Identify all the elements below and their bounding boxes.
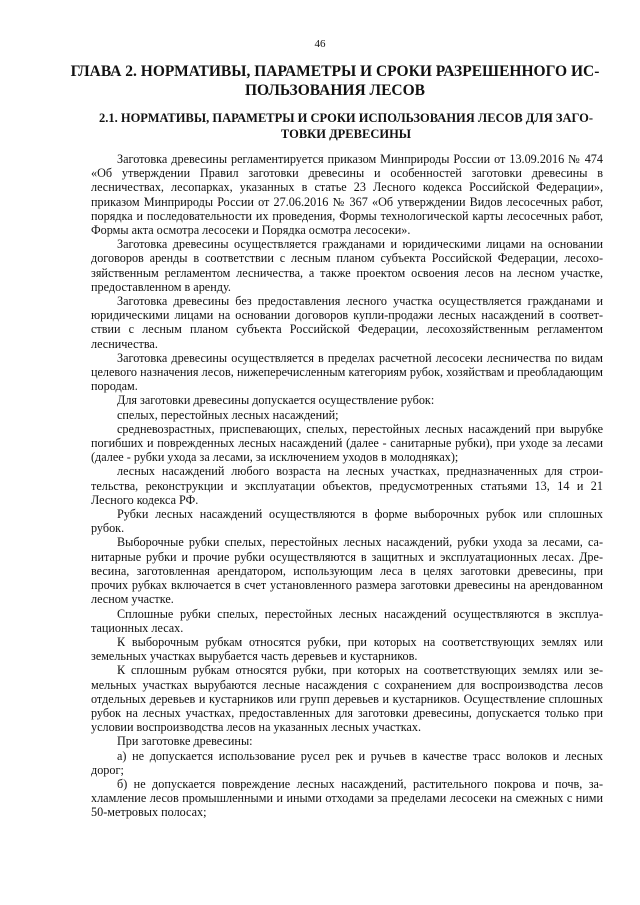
paragraph: При заготовке древесины: xyxy=(117,734,253,749)
paragraph: Рубки лесных насаждений осуществляются в форме выборочных рубок или сплошных рубок. xyxy=(91,507,603,536)
paragraph: Заготовка древесины осуществляется гражданами и юридическими лицами на основании договоров аренды в соответствии с лесным планом субъекта Российской Федерации, лесохозяйственным регламентом лесничества, а также проектом освоения лесов на лесном участке, предоставленном в аренду. xyxy=(91,237,603,294)
paragraph: Выборочные рубки спелых, перестойных лесных насаждений, рубки ухода за лесами, санитарные рубки и прочие рубки осуществляются в защитных и эксплуатационных лесах. Древесина, заготовленная арендатором, использующим леса в целях заготовки древесины, при прочих рубках включается в счет установленного размера заготовки древесины на арендованном лесном участке. xyxy=(91,535,603,607)
paragraph: средневозрастных, приспевающих, спелых, перестойных лесных насаждений при вырубке погибших и поврежденных лесных насаждений (далее - санитарные рубки), при уходе за лесами (далее - рубки ухода за лесами, за исключением уходов в молодняках); xyxy=(91,421,603,465)
paragraph: Заготовка древесины осуществляется в пределах расчетной лесосеки лесничества по видам целевого назначения лесов, нижеперечисленным категориям рубок, хозяйствам и преобладающим породам. xyxy=(91,350,603,394)
paragraph: К выборочным рубкам относятся рубки, при которых на соответствующих землях или земельных участках вырубается часть деревьев и кустарников. xyxy=(91,634,603,664)
paragraph: б) не допускается повреждение лесных насаждений, растительного покрова и почв, захламление лесов промышленными и иными отходами за пределами лесосеки на смежных с ними 50-метровых полосах; xyxy=(91,776,603,820)
page-number: 46 xyxy=(314,38,326,50)
paragraph: Заготовка древесины без предоставления лесного участка осуществляется гражданами и юридическими лицами на основании договоров купли-продажи лесных насаждений в соответствии с лесным планом субъекта Российской Федерации, лесохозяйственным регламентом лесничества. xyxy=(91,294,603,351)
paragraph: К сплошным рубкам относятся рубки, при которых на соответствующих землях или земельных участках вырубаются лесные насаждения с сохранением для воспроизводства лесов отдельных деревьев и кустарников или групп деревьев и кустарников. Осуществление сплошных рубок на лесных участках, предоставленных для заготовки древесины, допускается только при условии воспроизводства лесов на указанных лесных участках. xyxy=(91,663,603,735)
paragraph: Заготовка древесины регламентируется приказом Минприроды России от 13.09.2016 № 474 «Об утверждении Правил заготовки древесины и особенностей заготовки древесины в лесничествах, лесопарках, указанных в статье 23 Лесного кодекса Российской Федерации», приказом Минприроды России от 27.06.2016 № 367 «Об утверждении Видов лесосечных работ, порядка и последовательности их проведения, Формы технологической карты лесосечных работ, Формы акта осмотра лесосеки и Порядка осмотра лесосеки». xyxy=(91,152,603,238)
paragraph: Сплошные рубки спелых, перестойных лесных насаждений осуществляются в эксплуатационных лесах. xyxy=(91,606,603,635)
paragraph: Для заготовки древесины допускается осуществление рубок: xyxy=(117,393,435,408)
chapter-title: ГЛАВА 2. НОРМАТИВЫ, ПАРАМЕТРЫ И СРОКИ РАЗРЕШЕННОГО ИСПОЛЬЗОВАНИЯ ЛЕСОВ xyxy=(70,63,600,99)
paragraph: а) не допускается использование русел рек и ручьев в качестве трасс волоков и лесных дорог; xyxy=(91,748,603,777)
paragraph: лесных насаждений любого возраста на лесных участках, предназначенных для строительства, реконструкции и эксплуатации объектов, предусмотренных статьями 13, 14 и 21 Лесного кодекса РФ. xyxy=(91,464,603,507)
paragraph: спелых, перестойных лесных насаждений; xyxy=(117,407,339,422)
section-title: 2.1. НОРМАТИВЫ, ПАРАМЕТРЫ И СРОКИ ИСПОЛЬЗОВАНИЯ ЛЕСОВ ДЛЯ ЗАГОТОВКИ ДРЕВЕСИНЫ xyxy=(98,111,594,141)
body-text xyxy=(91,152,603,820)
